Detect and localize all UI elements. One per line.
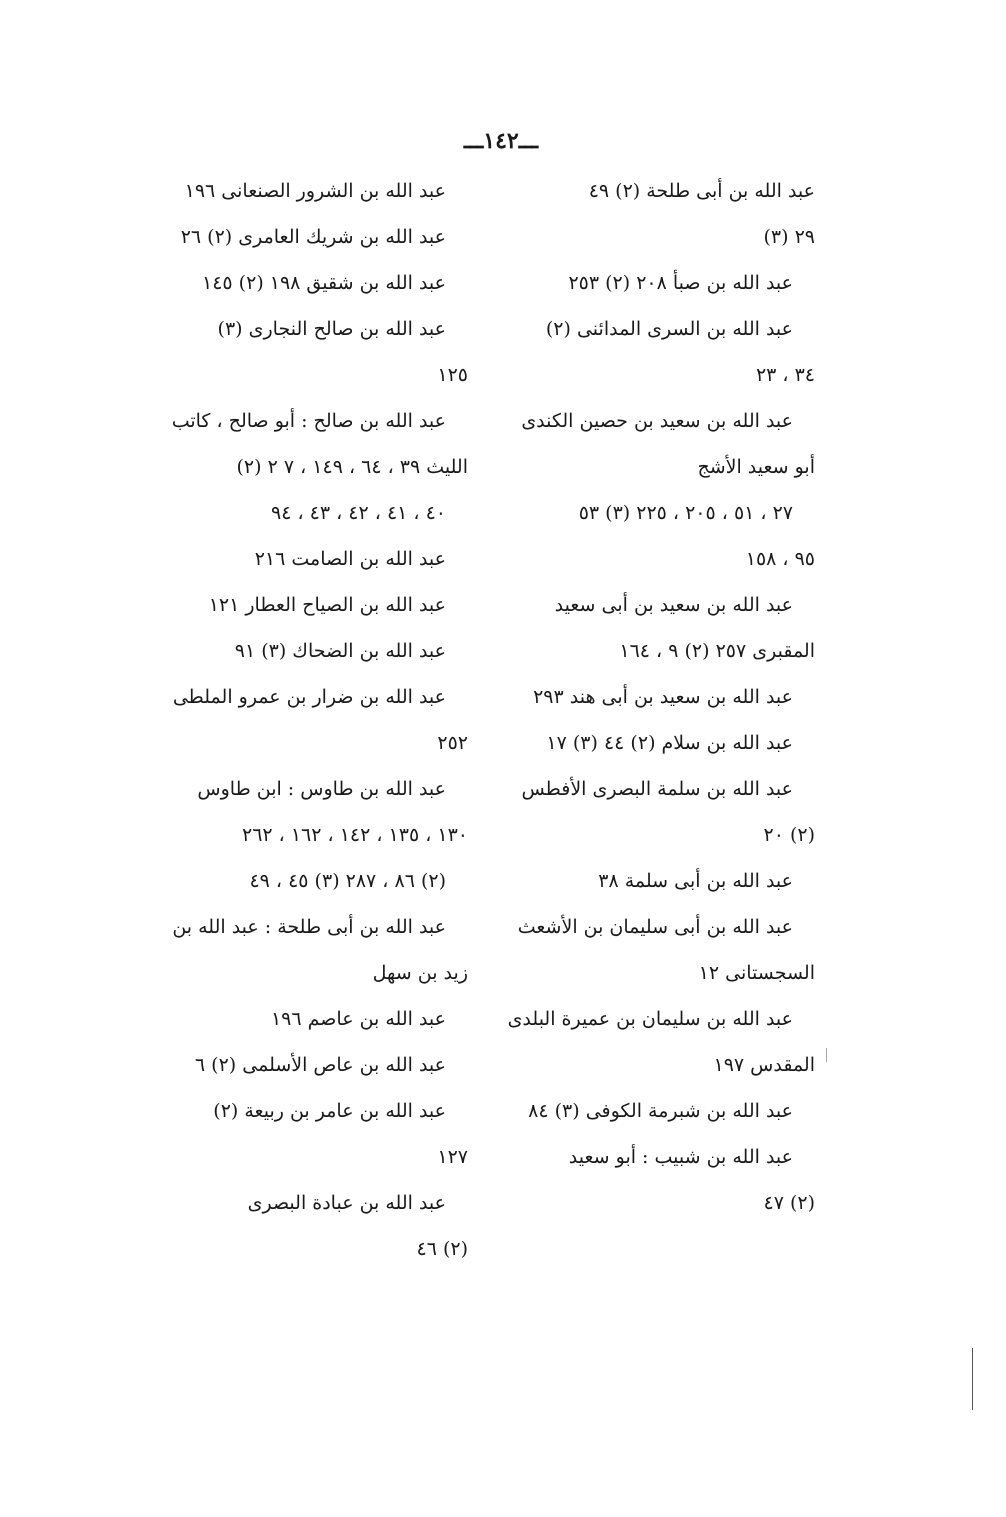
index-entry-line: زيد بن سهل: [372, 962, 468, 984]
index-entry-line: عبد الله بن سليمان بن عميرة البلدى: [507, 1008, 793, 1030]
index-entry-line: أبو سعيد الأشج: [697, 456, 815, 478]
index-entry-line: عبد الله بن شبيب : أبو سعيد: [568, 1146, 793, 1168]
index-entry-line: عبد الله بن الصامت ٢١٦: [254, 548, 446, 570]
index-entry-line: (٢) ٢٠: [763, 824, 815, 846]
index-entry-line: عبد الله بن صالح : أبو صالح ، كاتب: [171, 410, 446, 432]
page-number: ـــ١٤٢ـــ: [463, 128, 539, 154]
index-entry-line: عبد الله بن أبى سلمة ٣٨: [598, 870, 793, 892]
index-entry-line: (٢) ٤٧: [763, 1192, 815, 1214]
index-entry-line: ١٣٠ ، ١٣٥ ، ١٤٢ ، ١٦٢ ، ٢٦٢: [242, 824, 468, 846]
index-entry-line: عبد الله بن شقيق ١٩٨ (٢) ١٤٥: [202, 272, 446, 294]
index-entry-line: عبد الله بن الضحاك (٣) ٩١: [234, 640, 446, 662]
index-entry-line: عبد الله بن السرى المدائنى (٢): [545, 318, 793, 340]
index-column-left: [158, 168, 468, 1272]
index-entry-line: عبد الله بن عاصم ١٩٦: [270, 1008, 446, 1030]
binding-edge-line: [972, 1348, 973, 1410]
index-entry-line: ٢٧ ، ٥١ ، ٢٠٥ ، ٢٢٥ (٣) ٥٣: [578, 502, 793, 524]
margin-mark: [826, 1048, 827, 1062]
index-entry-line: الليث ٣٩ ، ٦٤ ، ١٤٩ ، ٧ ٢ (٢): [236, 456, 468, 478]
index-entry-line: عبد الله بن صبأ ٢٠٨ (٢) ٢٥٣: [568, 272, 793, 294]
index-entry-line: ٢٥٢: [437, 732, 468, 754]
index-entry-line: المقدس ١٩٧: [713, 1054, 815, 1076]
index-entry-line: عبد الله بن عبادة البصرى: [247, 1192, 446, 1214]
index-entry-line: عبد الله بن سلام (٢) ٤٤ (٣) ١٧: [546, 732, 793, 754]
index-entry-line: عبد الله بن الصياح العطار ١٢١: [208, 594, 446, 616]
index-entry-line: عبد الله بن الشرور الصنعانى ١٩٦: [184, 180, 446, 202]
index-column-right: [505, 168, 815, 1226]
index-entry-line: عبد الله بن عامر بن ربيعة (٢): [213, 1100, 446, 1122]
index-entry-line: عبد الله بن سعيد بن أبى سعيد: [554, 594, 793, 616]
index-entry-line: ٣٤ ، ٢٣: [755, 364, 815, 386]
index-entry-line: عبد الله بن أبى طلحة (٢) ٤٩: [588, 180, 815, 202]
index-entry-line: عبد الله بن أبى سليمان بن الأشعث: [517, 916, 793, 938]
index-entry-line: عبد الله بن صالح النجارى (٣): [217, 318, 446, 340]
index-entry-line: (٢) ٤٦: [416, 1238, 468, 1260]
index-entry-line: عبد الله بن طاوس : ابن طاوس: [197, 778, 446, 800]
index-entry-line: عبد الله بن شبرمة الكوفى (٣) ٨٤: [528, 1100, 793, 1122]
index-entry-line: عبد الله بن شريك العامرى (٢) ٢٦: [180, 226, 446, 248]
index-entry-line: ١٢٥: [437, 364, 468, 386]
index-entry-line: ٢٩ (٣): [763, 226, 815, 248]
index-entry-line: ١٢٧: [437, 1146, 468, 1168]
index-entry-line: عبد الله بن سلمة البصرى الأفطس: [521, 778, 793, 800]
index-entry-line: عبد الله بن سعيد بن حصين الكندى: [521, 410, 793, 432]
index-entry-line: ٩٥ ، ١٥٨: [745, 548, 815, 570]
index-entry-line: السجستانى ١٢: [698, 962, 815, 984]
index-entry-line: المقبرى ٢٥٧ (٢) ٩ ، ١٦٤: [619, 640, 815, 662]
index-entry-line: عبد الله بن سعيد بن أبى هند ٢٩٣: [533, 686, 793, 708]
index-entry-line: عبد الله بن ضرار بن عمرو الملطى: [172, 686, 446, 708]
index-entry-line: ٤٠ ، ٤١ ، ٤٢ ، ٤٣ ، ٩٤: [271, 502, 446, 524]
index-entry-line: عبد الله بن أبى طلحة : عبد الله بن: [172, 916, 446, 938]
index-entry-line: (٢) ٨٦ ، ٢٨٧ (٣) ٤٥ ، ٤٩: [249, 870, 446, 892]
index-entry-line: عبد الله بن عاص الأسلمى (٢) ٦: [194, 1054, 446, 1076]
